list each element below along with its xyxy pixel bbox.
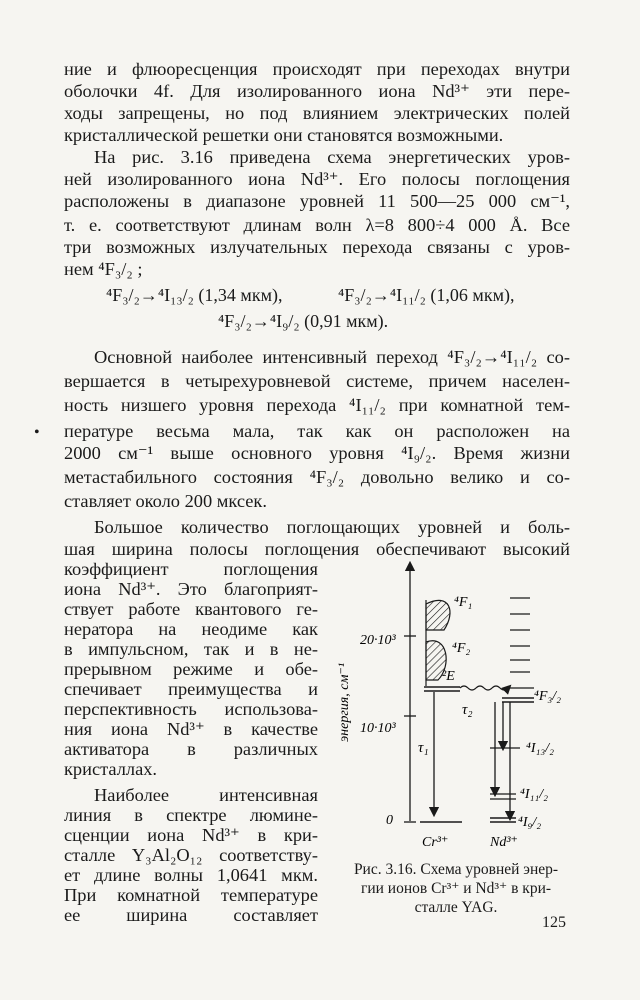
energy-level-diagram (330, 556, 580, 856)
formula-transition-2: ⁴F₃/₂→⁴I₁₁/₂ (1,06 мкм), (338, 285, 515, 305)
paragraph-3-line: метастабильного состояния ⁴F₃/₂ довольно велико и со- (64, 467, 570, 487)
nd-level-label-4i112: ⁴I₁₁/₂ (520, 787, 549, 802)
paragraph-4-line: кристаллах. (64, 759, 158, 779)
paragraph-5-line: линия в спектре люмине- (64, 805, 318, 825)
paragraph-3-line: ставляет около 200 мксек. (64, 491, 267, 511)
page-number: 125 (542, 914, 566, 931)
paragraph-5-line: При комнатной температуре (64, 885, 318, 905)
paragraph-4-line: прерывном режиме и обе- (64, 659, 318, 679)
paragraph-1-line: оболочки 4f. Для изолированного иона Nd³⁺ эти пере- (64, 81, 570, 101)
paragraph-3-line: вершается в четырехуровневой системе, причем населен- (64, 371, 570, 391)
paragraph-2-line: т. е. соответствуют длинам волн λ=8 800÷4 000 Å. Все (64, 215, 570, 235)
paragraph-4-line: коэффициент поглощения (64, 559, 318, 579)
cr-band-4f1 (426, 600, 450, 630)
paragraph-1-line: ние и флюоресценция происходят при переходах внутри (64, 59, 570, 79)
paragraph-1-line: кристаллической решетки они становятся возможными. (64, 125, 504, 145)
nd-level-label-4f32: ⁴F₃/₂ (534, 689, 562, 704)
paragraph-3-line: Основной наиболее интенсивный переход ⁴F₃/₂→⁴I₁₁/₂ со- (94, 347, 570, 367)
tau2-label: τ₂ (462, 702, 473, 718)
paragraph-3-line: ность низшего уровня перехода ⁴I₁₁/₂ при комнатной тем- (64, 395, 570, 415)
paragraph-4-line: перспективность использова- (64, 699, 318, 719)
paragraph-2-line: нем ⁴F₃/₂ ; (64, 259, 143, 279)
paragraph-5-line: ее ширина составляет (64, 905, 318, 925)
formula-transition-1: ⁴F₃/₂→⁴I₁₃/₂ (1,34 мкм), (106, 285, 283, 305)
tick-label-10k: 10·10³ (360, 721, 396, 736)
cr-level-label-4f2: ⁴F₂ (452, 641, 471, 656)
cr-level-label-4f1: ⁴F₁ (454, 595, 473, 610)
axis-label: энергия, см⁻¹ (337, 662, 352, 742)
paragraph-3-line: 2000 см⁻¹ выше основного уровня ⁴I₉/₂. Время жизни (64, 443, 570, 463)
paragraph-3-line: пературе весьма мала, так как он расположен на (64, 421, 570, 441)
figure-caption-line: гии ионов Cr³⁺ и Nd³⁺ в кри- (360, 880, 552, 897)
paragraph-2-line: ней изолированного иона Nd³⁺. Его полосы поглощения (64, 169, 570, 189)
margin-mark: • (34, 424, 40, 441)
nd-ion-label: Nd³⁺ (490, 835, 518, 850)
figure-caption-line: Рис. 3.16. Схема уровней энер- (353, 861, 559, 878)
paragraph-4-line: нератора на неодиме как (64, 619, 318, 639)
paragraph-4-line: иона Nd³⁺. Это благоприят- (64, 579, 318, 599)
paragraph-4-line: ния иона Nd³⁺ в качестве (64, 719, 318, 739)
paragraph-5-line: Наиболее интенсивная (94, 785, 318, 805)
paragraph-2-line: расположены в диапазоне уровней 11 500—25 000 см⁻¹, (64, 191, 570, 211)
nd-level-label-4i92: ⁴I₉/₂ (518, 815, 542, 830)
cr-level-label-2e: ²E (442, 669, 455, 684)
tau1-label: τ₁ (418, 740, 429, 756)
cr-ion-label: Cr³⁺ (422, 835, 449, 850)
paragraph-4-line: активатора в различных (64, 739, 318, 759)
paragraph-2-line: На рис. 3.16 приведена схема энергетических уров- (94, 147, 570, 167)
paragraph-4-line: шая ширина полосы поглощения обеспечивают высокий (64, 539, 570, 559)
paragraph-5-line: ет длине волны 1,0641 мкм. (64, 865, 318, 885)
paragraph-4-line: ствует работе квантового ге- (64, 599, 318, 619)
nd-level-label-4i132: ⁴I₁₃/₂ (526, 741, 555, 756)
paragraph-5-line: сценции иона Nd³⁺ в кри- (64, 825, 318, 845)
figure-caption-line: сталле YAG. (414, 899, 498, 916)
paragraph-4-line: Большое количество поглощающих уровней и боль- (94, 517, 570, 537)
tick-label-0: 0 (386, 813, 393, 828)
paragraph-4-line: спечивает преимущества и (64, 679, 318, 699)
paragraph-5-line: сталле Y₃Al₂O₁₂ соответству- (64, 845, 318, 865)
paragraph-2-line: три возможных излучательных перехода связаны с уров- (64, 237, 570, 257)
tick-label-20k: 20·10³ (360, 633, 396, 648)
tau2-wavy-arrow (460, 686, 508, 690)
formula-transition-3: ⁴F₃/₂→⁴I₉/₂ (0,91 мкм). (218, 311, 389, 331)
paragraph-1-line: ходы запрещены, но под влиянием электрических полей (64, 103, 570, 123)
paragraph-4-line: в импульсном, так и в не- (64, 639, 318, 659)
